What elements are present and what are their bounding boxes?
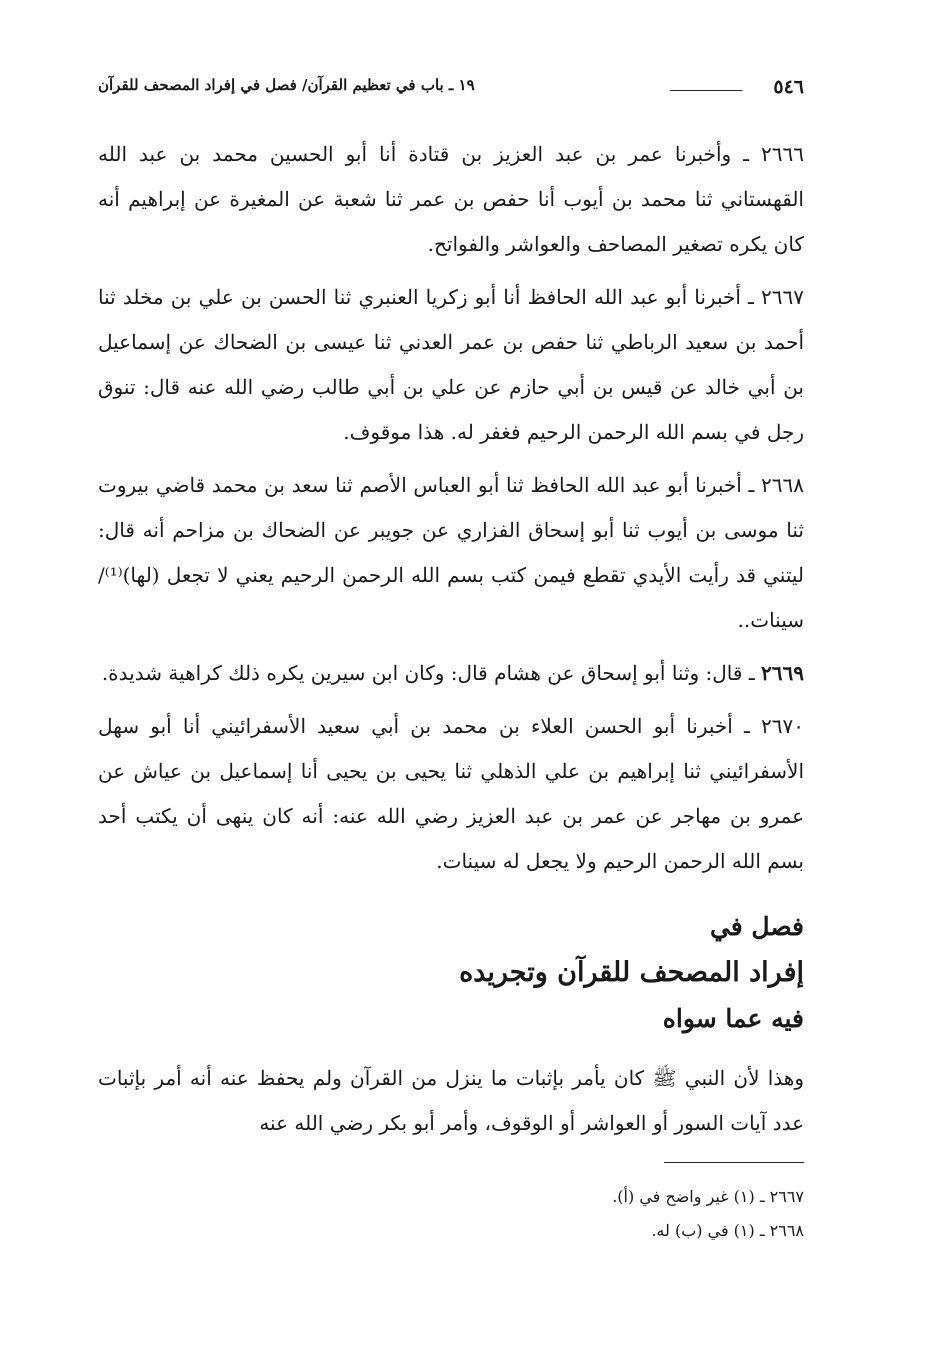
hadith-text: ـ أخبرنا أبو عبد الله الحافظ ثنا أبو العباس الأصم ثنا سعد بن محمد قاضي بيروت ثنا موسى بن أيوب ثنا أبو إسحاق الفزاري عن جويبر عن الضحاك بن مزاحم أنه قال: ليتني قد رأيت الأيدي تقطع فيمن كتب بسم الله الرحمن الرحيم يعني لا تجعل (لها)⁽¹⁾/ سينات.. [98,473,804,632]
footnote: ٢٦٦٧ ـ (١) غير واضح في (أ). [612,1187,804,1206]
book-page [98,68,804,1298]
hadith-number: ٢٦٦٩ [761,661,804,685]
hadith-text: ـ أخبرنا أبو عبد الله الحافظ أنا أبو زكريا العنبري ثنا الحسن بن علي بن مخلد ثنا أحمد بن سعيد الرباطي ثنا حفص بن عمر العدني ثنا عيسى بن الضحاك عن إسماعيل بن أبي خالد عن قيس بن أبي حازم عن علي بن أبي طالب رضي الله عنه قال: تنوق رجل في بسم الله الرحمن الرحيم فغفر له. هذا موقوف. [98,285,804,444]
hadith-text: ـ قال: وثنا أبو إسحاق عن هشام قال: وكان ابن سيرين يكره ذلك كراهية شديدة. [101,661,762,685]
section-heading-line-3: فيه عما سواه [662,1004,804,1033]
hadith-2670 [98,704,804,884]
hadith-2667 [98,275,804,455]
section-heading-line-1: فصل في [709,912,804,941]
page-number: ٥٤٦ [773,76,804,98]
running-header [98,68,804,108]
footnote: ٢٦٦٨ ـ (١) في (ب) له. [651,1221,804,1240]
hadith-2668 [98,463,804,643]
section-paragraph: وهذا لأن النبي ﷺ كان يأمر بإثبات ما ينزل من القرآن ولم يحفظ عنه أنه أمر بإثبات عدد آيات السور أو العواشر أو الوقوف، وأمر أبو بكر رضي الله عنه [98,1066,804,1135]
hadith-2666 [98,132,804,267]
hadith-number: ٢٦٦٧ [761,285,804,309]
hadith-number: ٢٦٧٠ [761,714,804,738]
section-heading-line-2: إفراد المصحف للقرآن وتجريده [459,957,804,988]
hadith-text: ـ أخبرنا أبو الحسن العلاء بن محمد بن أبي سعيد الأسفرائيني أنا أبو سهل الأسفرائيني ثنا إبراهيم بن علي الذهلي ثنا يحيى بن يحيى أنا إسماعيل بن عياش عن عمرو بن مهاجر عن عمر بن عبد العزيز رضي الله عنه: أنه كان ينهى أن يكتب أحد بسم الله الرحمن الرحيم ولا يجعل له سينات. [98,714,804,873]
running-header-title: ١٩ ـ باب في تعظيم القرآن/ فصل في إفراد المصحف للقرآن [98,76,475,94]
hadith-number: ٢٦٦٦ [761,142,804,166]
hadith-2669 [98,651,804,696]
hadith-text: ـ وأخبرنا عمر بن عبد العزيز بن قتادة أنا أبو الحسين محمد بن عبد الله القهستاني ثنا محمد بن أيوب أنا حفص بن عمر ثنا شعبة عن المغيرة عن إبراهيم أنه كان يكره تصغير المصاحف والعواشر والفواتح. [98,142,804,256]
section-heading [98,904,804,1042]
hadith-number: ٢٦٦٨ [761,473,804,497]
footnotes [612,1180,804,1248]
footnote-rule [664,1162,804,1163]
body-text [98,132,804,1146]
header-rule [670,90,742,91]
